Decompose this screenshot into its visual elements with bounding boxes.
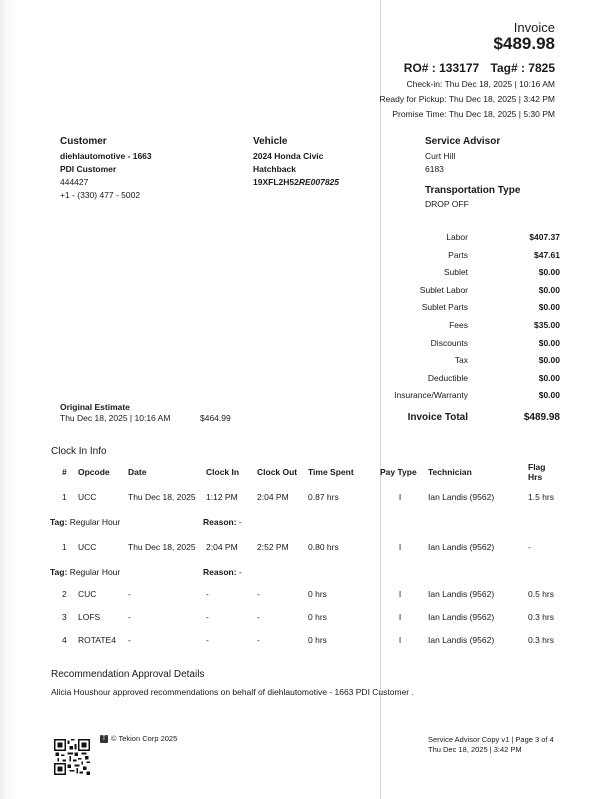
clock-cell-time-spent: 0 hrs [308,611,327,622]
clock-cell-pay-type: I [398,634,402,645]
summary-label: Parts [448,249,468,260]
recommendation-title: Recommendation Approval Details [51,669,205,680]
clock-cell-time-spent: 0 hrs [308,588,327,599]
clock-in-title: Clock In Info [51,446,107,457]
tag-label: Tag: [50,517,68,527]
clock-cell-time-spent: 0.87 hrs [308,492,339,502]
summary-row [385,355,560,373]
clock-cell-opcode: UCC [78,492,97,502]
table-row [58,532,563,562]
tag-row [58,512,563,532]
summary-value: $0.00 [538,284,560,295]
vehicle-model: 2024 Honda Civic [253,151,324,161]
clock-cell-num: 1 [62,542,67,552]
customer-name: diehlautomotive - 1663 [60,151,152,161]
transportation-value: DROP OFF [425,199,469,209]
clock-cell-time-spent: 0.80 hrs [308,542,339,552]
qr-code-icon [54,739,90,775]
ro-number: RO# : 133177 [403,61,480,75]
clock-cell-flag-hrs: 0.3 hrs [528,634,554,645]
summary-value: $0.00 [538,302,560,313]
clock-header-cell: Clock In [206,467,240,477]
reason-cell [199,562,509,582]
summary-value: $0.00 [538,372,560,383]
copyright [100,734,177,743]
summary-value: $47.61 [534,249,560,260]
clock-cell-clock-out: - [257,588,260,599]
clock-cell-num: 2 [62,588,67,599]
clock-cell-pay-type: I [398,611,402,622]
clock-cell-num: 4 [62,634,67,645]
clock-cell-clock-in: - [206,611,209,622]
clock-cell-flag-hrs: - [528,542,531,552]
clock-cell-pay-type: I [398,588,402,599]
summary-value: $0.00 [538,355,560,366]
clock-cell-clock-in: - [206,588,209,599]
clock-cell-clock-in: - [206,634,209,645]
invoice-label: Invoice [513,20,555,35]
vehicle-body: Hatchback [253,163,296,174]
summary-label: Labor [446,232,468,242]
summary-label: Deductible [427,372,468,383]
clock-cell-clock-in: 1:12 PM [206,492,238,502]
clock-cell-clock-out: 2:04 PM [257,492,289,502]
clock-cell-clock-out: 2:52 PM [257,542,289,552]
clock-header-cell: Flag Hrs [528,462,546,482]
clock-cell-pay-type: I [398,492,402,502]
summary-label: Fees [449,319,468,330]
vin-suffix: RE007825 [298,177,340,187]
service-advisor-title: Service Advisor [425,136,501,147]
vehicle-vin [253,176,339,189]
clock-header-cell: # [62,467,67,477]
reason-label: Reason: [203,517,237,527]
summary-value: $35.00 [534,319,560,330]
summary-row [385,250,560,268]
original-estimate-date: Thu Dec 18, 2025 | 10:16 AM [60,413,171,423]
clock-cell-technician: Ian Landis (9562) [428,588,495,599]
clock-header-cell: Clock Out [257,467,298,477]
clock-header-cell: Pay Type [380,467,417,477]
vehicle-section [253,136,339,189]
clock-cell-flag-hrs: 1.5 hrs [528,492,554,502]
tag-row [58,562,563,582]
summary-row [385,338,560,356]
tag-number: Tag# : 7825 [490,61,555,75]
promise-time: Promise Time: Thu Dec 18, 2025 | 5:30 PM [392,109,555,119]
transportation-title: Transportation Type [425,185,521,196]
invoice-amount: $489.98 [493,34,555,53]
clock-cell-technician: Ian Landis (9562) [428,542,495,552]
reason-value: - [238,567,242,577]
table-row [58,482,563,512]
clock-cell-pay-type: I [398,542,402,552]
customer-subname: PDI Customer [60,163,117,174]
table-row [58,628,563,651]
summary-label: Tax [454,355,468,366]
clock-cell-technician: Ian Landis (9562) [428,492,495,502]
service-advisor-id: 6183 [425,163,444,174]
reason-cell [199,512,509,532]
reason-value: - [238,517,242,527]
clock-cell-technician: Ian Landis (9562) [428,634,495,645]
summary-value: $0.00 [538,390,560,401]
reason-label: Reason: [203,567,237,577]
summary-value: $0.00 [538,267,560,278]
check-in-time: Check-in: Thu Dec 18, 2025 | 10:16 AM [406,79,555,89]
summary-row [385,320,560,338]
recommendation-text: Alicia Houshour approved recommendations on behalf of diehlautomotive - 1663 PDI Customer . [51,687,414,697]
service-advisor-section [425,136,520,211]
customer-id: 444427 [60,177,89,187]
invoice-total-value: $489.98 [523,411,560,423]
clock-header-cell: Opcode [78,467,110,477]
invoice-times [380,77,555,122]
footer-copy-info [428,735,554,755]
original-estimate [60,402,170,424]
invoice-summary [385,232,560,423]
clock-cell-date: Thu Dec 18, 2025 [128,542,196,552]
summary-label: Sublet Parts [421,302,468,313]
clock-cell-date: - [128,611,131,622]
table-row [58,582,563,605]
original-estimate-title: Original Estimate [60,402,130,412]
invoice-total-row [385,412,560,423]
summary-label: Sublet [443,267,468,278]
clock-cell-clock-out: - [257,634,260,645]
clock-cell-opcode: UCC [78,542,97,552]
clock-cell-clock-out: - [257,611,260,622]
summary-row [385,232,560,250]
summary-row [385,285,560,303]
clock-cell-opcode: CUC [78,588,97,599]
tag-value: Regular Hour [69,567,121,577]
clock-cell-date: - [128,588,131,599]
summary-row [385,302,560,320]
clock-header-cell: Date [128,467,147,477]
clock-cell-num: 3 [62,611,67,622]
clock-cell-date: Thu Dec 18, 2025 [128,492,196,502]
summary-row [385,390,560,408]
copy-page-info: Service Advisor Copy v1 | Page 3 of 4 [428,735,554,744]
customer-phone: +1 - (330) 477 - 5002 [60,189,141,200]
customer-section [60,136,152,201]
service-advisor-name: Curt Hill [425,151,456,161]
tag-label: Tag: [50,567,68,577]
customer-title: Customer [60,136,107,147]
summary-row [385,267,560,285]
original-estimate-amount: $464.99 [200,413,231,423]
copyright-text: © Tekion Corp 2025 [111,734,178,743]
ready-for-pickup-time: Ready for Pickup: Thu Dec 18, 2025 | 3:42 PM [379,94,555,104]
summary-label: Sublet Labor [419,284,468,295]
clock-cell-clock-in: 2:04 PM [206,542,238,552]
ro-tag-line [396,61,555,75]
clock-header-cell: Technician [428,467,472,477]
tekion-logo-icon: T [100,735,108,743]
clock-header-cell: Time Spent [308,467,354,477]
summary-value: $0.00 [538,337,560,348]
clock-cell-flag-hrs: 0.3 hrs [528,611,554,622]
vin-prefix: 19XFL2H52 [253,177,299,187]
printed-time: Thu Dec 18, 2025 | 3:42 PM [428,745,522,754]
clock-in-table [50,462,563,651]
clock-cell-date: - [128,634,131,645]
clock-cell-time-spent: 0 hrs [308,634,327,645]
clock-cell-opcode: LOFS [78,611,101,622]
vehicle-title: Vehicle [253,136,288,147]
clock-cell-num: 1 [62,492,67,502]
table-row [58,605,563,628]
summary-label: Insurance/Warranty [394,390,468,401]
summary-row [385,373,560,391]
clock-cell-opcode: ROTATE4 [78,634,116,645]
summary-label: Discounts [430,337,468,348]
summary-value: $407.37 [529,232,560,242]
clock-cell-flag-hrs: 0.5 hrs [528,588,554,599]
invoice-total-label: Invoice Total [407,411,468,423]
clock-cell-technician: Ian Landis (9562) [428,611,495,622]
tag-value: Regular Hour [69,517,121,527]
